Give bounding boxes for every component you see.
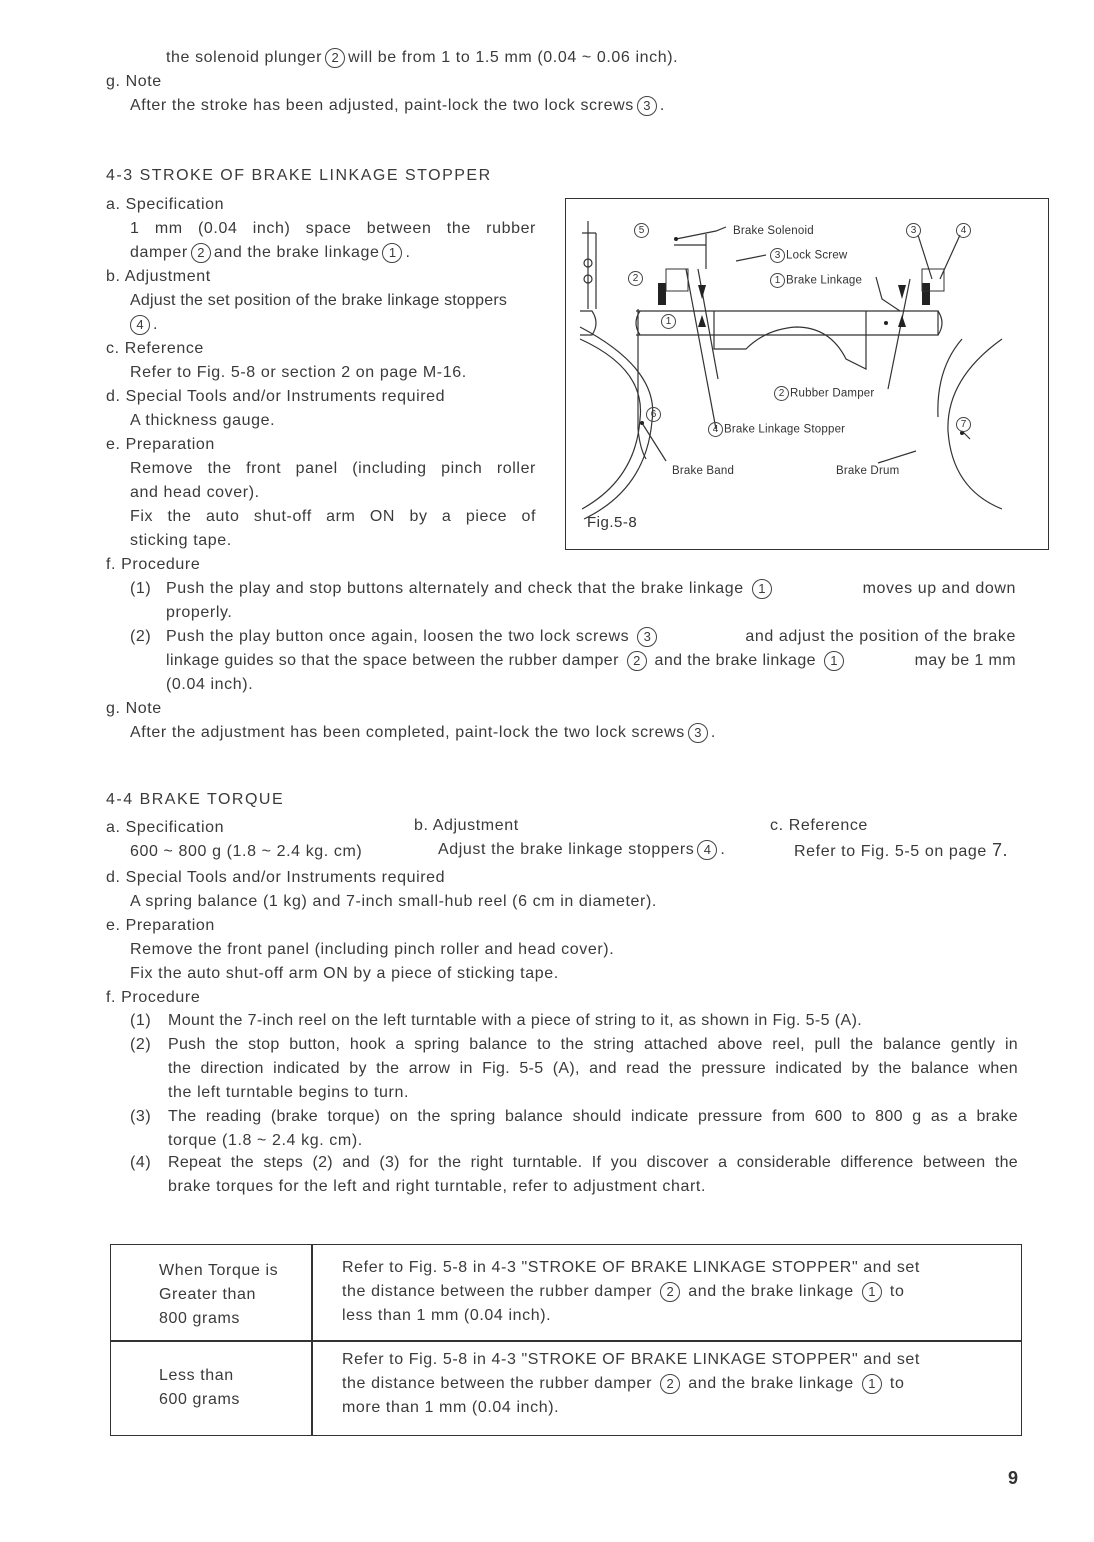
circled-2: 2 xyxy=(627,651,647,671)
s44-f1-line1: Mount the 7-inch reel on the left turntable with a piece of string to it, as shown in Fig. 5-5 (A). xyxy=(168,1012,863,1029)
s43-f1-line2: properly. xyxy=(166,604,233,621)
section-heading-4-4: 4-4 BRAKE TORQUE xyxy=(106,791,285,808)
fig-callout-2: 2 xyxy=(628,271,644,286)
s43-f2-line2: linkage guides so that the space between the rubber damper 2 and the brake linkage 1 may be 1 mm xyxy=(166,652,1016,669)
fig-label-brake-band: Brake Band xyxy=(672,465,735,477)
s43-f-label: f. Procedure xyxy=(106,556,201,573)
s44-f3-line2: torque (1.8 ~ 2.4 kg. cm). xyxy=(168,1132,363,1149)
s44-f4-line1: Repeat the steps (2) and (3) for the right turntable. If you discover a considerable difference between the xyxy=(168,1154,1018,1171)
s43-b-line2: 4 . xyxy=(130,313,158,337)
table-row-1-condition: When Torque is Greater than 800 grams xyxy=(159,1262,279,1327)
s43-f2-num: (2) xyxy=(130,628,152,645)
s44-f4-num: (4) xyxy=(130,1154,152,1171)
fig-callout-3: 3 xyxy=(906,223,922,238)
s44-f-label: f. Procedure xyxy=(106,989,201,1006)
s44-f2-num: (2) xyxy=(130,1036,152,1053)
s43-e-line1: Remove the front panel (including pinch roller xyxy=(130,460,536,477)
circled-1: 1 xyxy=(862,1374,882,1394)
page-number: 9 xyxy=(1008,1468,1019,1488)
s44-d-label: d. Special Tools and/or Instruments required xyxy=(106,869,446,886)
s44-f2-line2: the direction indicated by the arrow in Fig. 5-5 (A), and read the pressure indicated by the balance when xyxy=(168,1060,1018,1077)
section-heading-4-3: 4-3 STROKE OF BRAKE LINKAGE STOPPER xyxy=(106,167,492,184)
note-text: After the stroke has been adjusted, paint-lock the two lock screws 3 . xyxy=(130,97,665,114)
s43-e-line2: and head cover). xyxy=(130,484,260,501)
circled-4: 4 xyxy=(130,315,150,335)
figure-caption: Fig.5-8 xyxy=(587,514,638,531)
fig-label-lock-screw: 3 Lock Screw xyxy=(770,248,847,263)
s43-c-line1: Refer to Fig. 5-8 or section 2 on page M-16. xyxy=(130,364,467,381)
fig-label-brake-drum: Brake Drum xyxy=(836,465,900,477)
note-label: g. Note xyxy=(106,73,162,90)
s44-f2-line3: the left turntable begins to turn. xyxy=(168,1084,409,1101)
fig-callout-6: 6 xyxy=(646,407,662,422)
circled-1: 1 xyxy=(824,651,844,671)
s44-f1-num: (1) xyxy=(130,1012,152,1029)
s44-e-line1: Remove the front panel (including pinch roller and head cover). xyxy=(130,941,615,958)
intro-text: the solenoid plunger xyxy=(166,49,323,66)
s44-c-line1: Refer to Fig. 5-5 on page 7. xyxy=(794,840,1009,860)
fig-label-brake-linkage: 1 Brake Linkage xyxy=(770,273,862,288)
s43-e-label: e. Preparation xyxy=(106,436,215,453)
table-row-2-condition: Less than 600 grams xyxy=(159,1367,240,1408)
s43-g-label: g. Note xyxy=(106,700,162,717)
circled-2: 2 xyxy=(325,48,345,68)
s44-f4-line2: brake torques for the left and right turntable, refer to adjustment chart. xyxy=(168,1178,707,1195)
table-row-1-action: Refer to Fig. 5-8 in 4-3 "STROKE OF BRAKE LINKAGE STOPPER" and set the distance between the rubber damper 2 and the brake linkage 1 to less than 1 mm (0.04 inch). xyxy=(342,1259,920,1324)
fig-label-brake-linkage-stopper: 4 Brake Linkage Stopper xyxy=(708,422,845,437)
s43-d-line1: A thickness gauge. xyxy=(130,412,276,429)
s44-b-label: b. Adjustment xyxy=(414,817,519,834)
fig-label-rubber-damper: 2 Rubber Damper xyxy=(774,386,874,401)
s43-d-label: d. Special Tools and/or Instruments required xyxy=(106,388,446,405)
s44-a-line1: 600 ~ 800 g (1.8 ~ 2.4 kg. cm) xyxy=(130,843,363,860)
s43-a-line2: damper 2 and the brake linkage 1 . xyxy=(130,244,411,261)
circled-2: 2 xyxy=(191,243,211,263)
s43-b-label: b. Adjustment xyxy=(106,268,211,285)
fig-callout-1: 1 xyxy=(661,314,677,329)
circled-3: 3 xyxy=(637,96,657,116)
figure-5-8 xyxy=(565,198,1049,550)
s44-f3-num: (3) xyxy=(130,1108,152,1125)
s43-g-line1: After the adjustment has been completed, paint-lock the two lock screws 3 . xyxy=(130,724,716,741)
s43-f2-line3: (0.04 inch). xyxy=(166,676,254,693)
s44-c-label: c. Reference xyxy=(770,817,868,834)
table-divider xyxy=(111,1340,1021,1342)
circled-3: 3 xyxy=(688,723,708,743)
circled-2: 2 xyxy=(660,1282,680,1302)
circled-1: 1 xyxy=(862,1282,882,1302)
s44-e-line2: Fix the auto shut-off arm ON by a piece of sticking tape. xyxy=(130,965,559,982)
intro-line xyxy=(166,46,678,70)
s43-e-line4: sticking tape. xyxy=(130,532,232,549)
fig-label-brake-solenoid: Brake Solenoid xyxy=(733,225,814,237)
s44-f2-line1: Push the stop button, hook a spring balance to the string attached above reel, pull the balance gently in xyxy=(168,1036,1018,1053)
intro-text-b: will be from 1 to 1.5 mm (0.04 ~ 0.06 inch). xyxy=(348,49,679,66)
s43-a-line1: 1 mm (0.04 inch) space between the rubber xyxy=(130,220,536,237)
circled-3: 3 xyxy=(637,627,657,647)
s43-f2-line1: Push the play button once again, loosen the two lock screws 3 and adjust the position of the brake xyxy=(166,628,1016,645)
fig-callout-5: 5 xyxy=(634,223,650,238)
fig-callout-7: 7 xyxy=(956,417,972,432)
adjustment-table xyxy=(110,1244,1022,1436)
s43-a-label: a. Specification xyxy=(106,196,225,213)
s44-d-line1: A spring balance (1 kg) and 7-inch small-hub reel (6 cm in diameter). xyxy=(130,893,657,910)
s43-b-line1: Adjust the set position of the brake linkage stoppers xyxy=(130,292,508,309)
s43-f1-line1: Push the play and stop buttons alternately and check that the brake linkage 1 moves up and down xyxy=(166,580,1016,597)
table-row-2-action: Refer to Fig. 5-8 in 4-3 "STROKE OF BRAKE LINKAGE STOPPER" and set the distance between the rubber damper 2 and the brake linkage 1 to more than 1 mm (0.04 inch). xyxy=(342,1351,920,1416)
circled-1: 1 xyxy=(382,243,402,263)
s43-f1-num: (1) xyxy=(130,580,152,597)
fig-callout-4: 4 xyxy=(956,223,972,238)
circled-2: 2 xyxy=(660,1374,680,1394)
s44-b-line1: Adjust the brake linkage stoppers 4 . xyxy=(438,841,726,858)
s44-f3-line1: The reading (brake torque) on the spring balance should indicate pressure from 600 to 800 g as a brake xyxy=(168,1108,1018,1125)
s44-e-label: e. Preparation xyxy=(106,917,215,934)
circled-4: 4 xyxy=(697,840,717,860)
s43-e-line3: Fix the auto shut-off arm ON by a piece of xyxy=(130,508,536,525)
circled-1: 1 xyxy=(752,579,772,599)
s44-a-label: a. Specification xyxy=(106,819,225,836)
s43-c-label: c. Reference xyxy=(106,340,204,357)
